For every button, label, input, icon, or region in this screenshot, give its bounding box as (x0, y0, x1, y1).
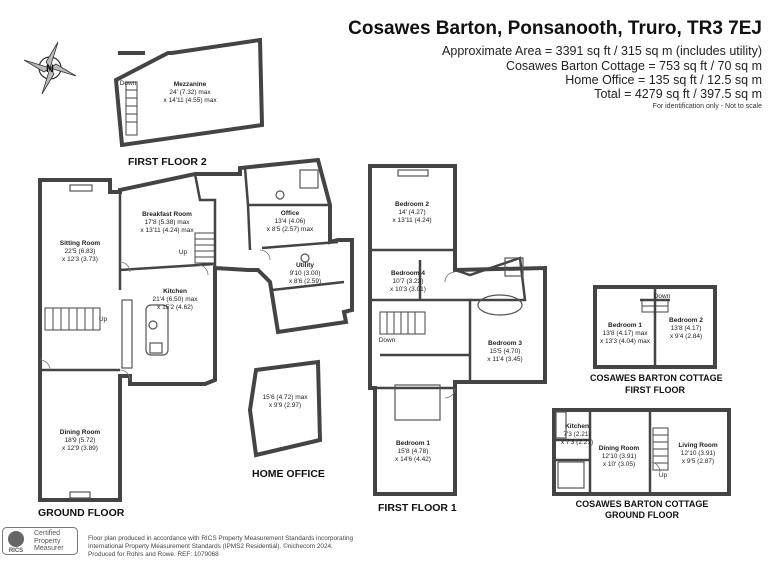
bathtub (478, 295, 522, 315)
bedroom1-dim2: x 14'6 (4.42) (395, 456, 431, 463)
mezzanine-stairs (126, 82, 137, 135)
mezzanine-dim1: 24' (7.32) max (169, 89, 211, 96)
footer-line-2: International Property Measurement Standards (IPMS2 Residential). ©nichecom 2024. (88, 543, 333, 550)
cottage-living-label: Living Room (678, 442, 718, 449)
footer-text (88, 535, 418, 559)
cottage-bedroom1-label: Bedroom 1 (608, 322, 642, 329)
cottage-dining-dim2: x 10' (3.05) (602, 461, 636, 468)
dining-fireplace (70, 492, 90, 498)
office-dim1: 13'4 (4.06) (274, 218, 306, 225)
office-divider (245, 168, 330, 250)
mezzanine-dim2: x 14'11 (4.55) max (163, 97, 217, 104)
office-shower (300, 170, 318, 188)
compass-letter: N (46, 63, 54, 75)
area-line-total: Total = 4279 sq ft / 397.5 sq m (594, 87, 762, 101)
door-swing (445, 272, 455, 282)
cottage-bedroom2-dim2: x 9'4 (2.84) (669, 333, 703, 340)
mezzanine-label: Mezzanine (173, 81, 207, 88)
badge-line-1: Certified (34, 530, 61, 537)
dining-dim1: 18'9 (5.72) (64, 437, 96, 444)
bedroom4-dim2: x 10'3 (3.01) (390, 286, 426, 293)
cottage-kitchen-dim2: x 7'3 (2.21) (560, 439, 594, 446)
door-swing (198, 265, 208, 275)
cottage-bedroom2-label: Bedroom 2 (669, 317, 703, 324)
footer-line-1: Floor plan produced in accordance with RICS Property Measurement Standards incorporating (88, 535, 353, 542)
utility-sink-icon (301, 254, 309, 262)
sitting-label: Sitting Room (59, 240, 101, 247)
kitchen-hob (150, 343, 162, 353)
home-office-dim1: 15'6 (4.72) max (262, 394, 308, 401)
badge-line-3: Measurer (34, 545, 64, 552)
bedroom3-dim2: x 11'4 (3.45) (487, 356, 523, 363)
footer-line-3: Produced for Rohrs and Rowe. REF: 1079068 (88, 551, 219, 558)
kitchen-counter (122, 300, 132, 368)
cottage-up: Up (658, 472, 668, 479)
toilet-icon (276, 191, 284, 199)
cottage-first-floor-label-1: COSAWES BARTON COTTAGE (590, 373, 723, 383)
sitting-dim1: 22'5 (6.83) (64, 248, 96, 255)
kitchen-dim2: x 15'2 (4.62) (157, 304, 193, 311)
kitchen-divider (120, 264, 215, 270)
bedroom3-label: Bedroom 3 (488, 340, 522, 347)
area-line-home-office: Home Office = 135 sq ft / 12.5 sq m (565, 73, 762, 87)
fireplace (70, 185, 92, 191)
first-floor-stairs (380, 312, 425, 334)
area-line-total-main: Approximate Area = 3391 sq ft / 315 sq m (includes utility) (442, 44, 762, 58)
breakfast-stairs (195, 233, 215, 263)
dining-label: Dining Room (59, 429, 101, 436)
cottage-bath (558, 462, 584, 488)
cottage-bedroom1-dim2: x 13'3 (4.04) max (599, 338, 651, 345)
bed2-fireplace (398, 170, 428, 176)
breakfast-dim1: 17'8 (5.38) max (144, 219, 190, 226)
bedroom2-label: Bedroom 2 (395, 201, 429, 208)
property-title: Cosawes Barton, Ponsanooth, Truro, TR3 7EJ (348, 18, 762, 39)
sitting-dim2: x 12'3 (3.73) (62, 256, 98, 263)
sitting-stairs (45, 308, 100, 330)
kitchen-dim1: 21'4 (6.50) max (152, 296, 198, 303)
office-dim2: x 8'5 (2.57) max (266, 226, 314, 233)
area-line-cottage: Cosawes Barton Cottage = 753 sq ft / 70 sq m (505, 59, 762, 73)
bedroom2-dim2: x 13'11 (4.24) (392, 217, 432, 224)
identification-note: For identification only - Not to scale (652, 103, 762, 110)
first-floor-2-label: FIRST FLOOR 2 (128, 156, 207, 168)
kitchen-island (146, 305, 168, 355)
utility-label: Utility (295, 262, 315, 269)
sink-icon (149, 321, 157, 329)
sitting-up: Up (98, 316, 108, 323)
cottage-kitchen-dim1: 7'3 (2.21) (563, 431, 591, 438)
cottage-first-floor-label-2: FIRST FLOOR (625, 385, 685, 395)
cottage-ground-floor-label-1: COSAWES BARTON COTTAGE (575, 499, 709, 509)
bathroom-walls (455, 258, 525, 300)
cottage-dining-label: Dining Room (598, 445, 640, 452)
breakfast-dim2: x 13'11 (4.24) max (140, 227, 194, 234)
breakfast-up: Up (178, 249, 188, 256)
cottage-bedroom2-dim1: 13'8 (4.17) (670, 325, 702, 332)
first-floor-down: Down (378, 337, 396, 344)
bedroom1-label: Bedroom 1 (396, 440, 430, 447)
home-office-dim2: x 9'9 (2.97) (268, 402, 302, 409)
badge-line-2: Property (34, 537, 61, 545)
office-label: Office (280, 210, 300, 217)
breakfast-label: Breakfast Room (142, 211, 192, 218)
cottage-ground-floor-label-2: GROUND FLOOR (605, 510, 679, 520)
rics-certified-text (34, 530, 64, 553)
cottage-living-dim1: 12'10 (3.91) (680, 450, 716, 457)
dining-dim2: x 12'9 (3.89) (62, 445, 98, 452)
breakfast-divider (195, 174, 215, 268)
bedroom4-dim1: 10'7 (3.23) (392, 278, 424, 285)
cottage-living-dim2: x 9'5 (2.87) (681, 458, 715, 465)
door-swing (260, 250, 270, 260)
cottage-bedroom1-dim1: 13'8 (4.17) max (602, 330, 648, 337)
kitchen-label: Kitchen (163, 288, 187, 295)
first-floor-1-label: FIRST FLOOR 1 (378, 502, 457, 514)
bedroom1-dim1: 15'8 (4.78) (397, 448, 429, 455)
utility-dim1: 9'10 (3.00) (289, 270, 321, 277)
cottage-dining-dim1: 12'10 (3.91) (601, 453, 637, 460)
ensuite (395, 385, 440, 420)
mezzanine-down: Down (119, 80, 137, 87)
ground-floor-label: GROUND FLOOR (38, 507, 125, 519)
sitting-room-divider (40, 192, 120, 370)
bedroom2-dim1: 14' (4.27) (398, 209, 426, 216)
rics-logo-text: RICS (8, 548, 24, 554)
cottage-down: Down (653, 293, 671, 300)
utility-dim2: x 8'6 (2.59) (288, 278, 322, 285)
home-office-label: HOME OFFICE (252, 468, 325, 480)
bedroom3-dim1: 15'5 (4.70) (489, 348, 521, 355)
bedroom4-label: Bedroom 4 (391, 270, 425, 277)
compass-icon (24, 42, 76, 94)
cottage-kitchen-label: Kitchen (565, 423, 589, 430)
